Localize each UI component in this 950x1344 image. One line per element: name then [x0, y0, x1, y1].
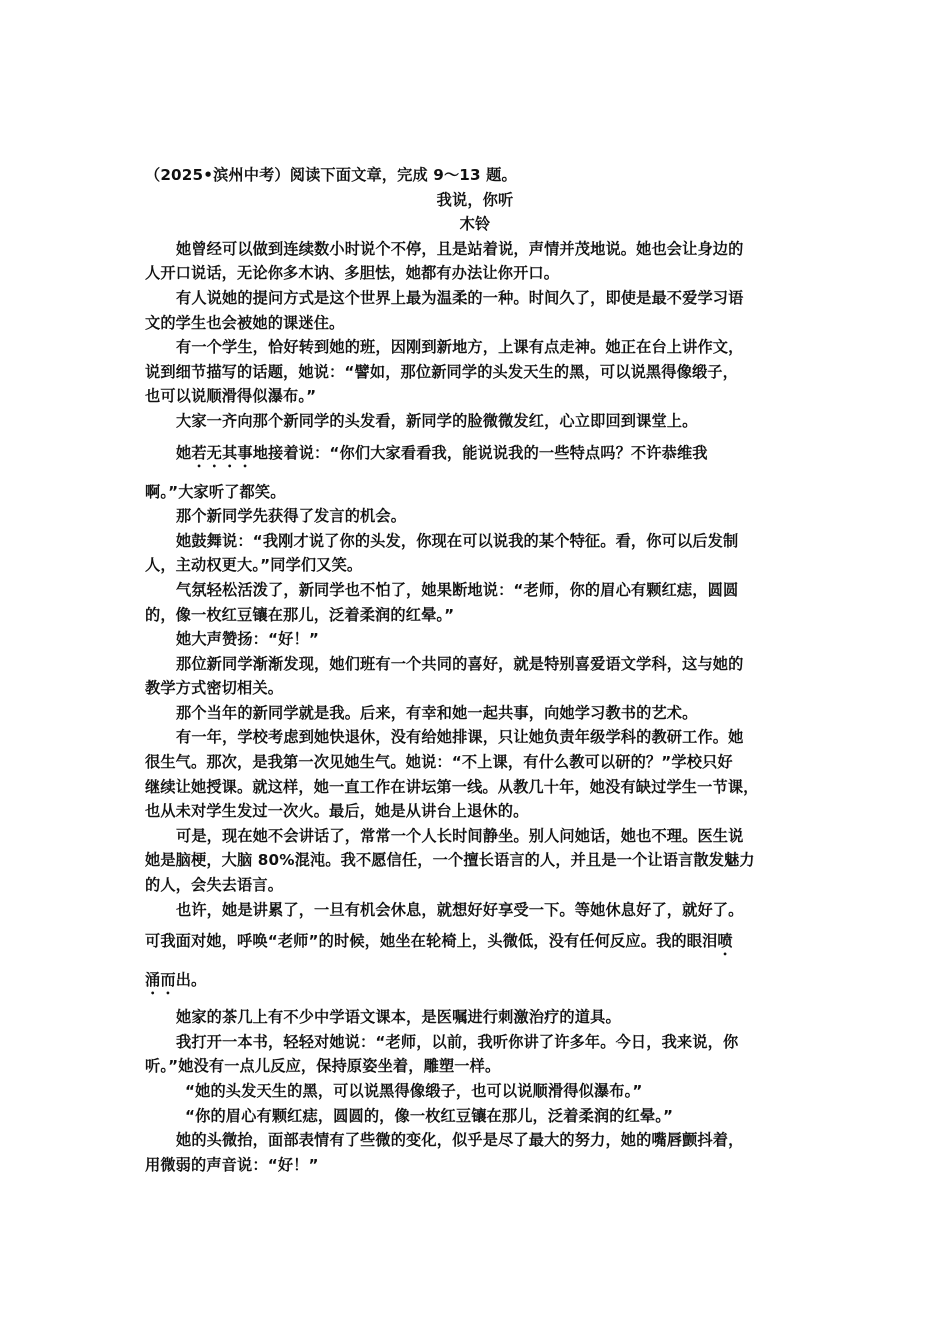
paragraph-line: 有人说她的提问方式是这个世界上最为温柔的一种。时间久了，即使是最不爱学习语: [176, 288, 744, 307]
paragraph-line: 很生气。那次，是我第一次见她生气。她说：“不上课，有什么教可以研的？”学校只好: [145, 753, 733, 772]
paragraph-line: 可是，现在她不会讲话了，常常一个人长时间静坐。别人问她话，她也不理。医生说: [176, 826, 744, 845]
text-run: 她: [176, 443, 192, 462]
paragraph-line: 文的学生也会被她的课迷住。: [145, 313, 345, 332]
paragraph-line: “你的眉心有颗红痣，圆圆的，像一枚红豆镶在那儿，泛着柔润的红晕。”: [185, 1106, 674, 1125]
paragraph-line: 有一年，学校考虑到她快退休，没有给她排课，只让她负责年级学科的教研工作。她: [176, 728, 744, 747]
paragraph-line: 说到细节描写的话题，她说：“譬如，那位新同学的头发天生的黑，可以说黑得像缎子，: [145, 362, 738, 381]
paragraph-line: [145, 968, 805, 998]
emphasized-phrase: 涌而: [145, 971, 176, 990]
paragraph-line: 用微弱的声音说：“好！”: [145, 1155, 319, 1174]
paragraph-line: 有一个学生，恰好转到她的班，因刚到新地方，上课有点走神。她正在台上讲作文，: [176, 338, 744, 357]
paragraph-line: 听。”她没有一点儿反应，保持原姿坐着，雕塑一样。: [145, 1057, 501, 1076]
emphasized-phrase: 喷: [717, 932, 733, 951]
paragraph-line: 教学方式密切相关。: [145, 679, 284, 698]
paragraph-line: 大家一齐向那个新同学的头发看，新同学的脸微微发红，心立即回到课堂上。: [176, 411, 698, 430]
paragraph-line: 人开口说话，无论你多木讷、多胆怯，她都有办法让你开口。: [145, 264, 560, 283]
paragraph-line: 气氛轻松活泼了，新同学也不怕了，她果断地说：“老师，你的眉心有颗红痣，圆圆: [176, 580, 739, 599]
question-header: （2025•滨州中考）阅读下面文章，完成 9～13 题。: [145, 166, 517, 184]
paragraph-line: 她鼓舞说：“我刚才说了你的头发，你现在可以说我的某个特征。看，你可以后发制: [176, 531, 739, 550]
article-title: 我说，你听: [436, 190, 514, 209]
paragraph-line: 继续让她授课。就这样，她一直工作在讲坛第一线。从教几十年，她没有缺过学生一节课，: [145, 777, 759, 796]
paragraph-line: 那个当年的新同学就是我。后来，有幸和她一起共事，向她学习教书的艺术。: [176, 703, 698, 722]
document-page: [145, 163, 805, 1177]
paragraph-line: 的，像一枚红豆镶在那儿，泛着柔润的红晕。”: [145, 605, 455, 624]
paragraph-line: 那个新同学先获得了发言的机会。: [176, 507, 407, 526]
paragraph-line: 啊。”大家听了都笑。: [145, 482, 286, 501]
paragraph-line: 人，主动权更大。”同学们又笑。: [145, 556, 363, 575]
paragraph-line: 也从未对学生发过一次火。最后，她是从讲台上退休的。: [145, 802, 529, 821]
paragraph-line: [145, 441, 805, 471]
paragraph-line: 也可以说顺滑得似瀑布。”: [145, 387, 317, 406]
article-author: 木铃: [459, 215, 491, 234]
paragraph-line: [145, 929, 805, 959]
paragraph-line: 的人，会失去语言。: [145, 876, 284, 895]
text-run: 可我面对她，呼唤“老师”的时候，她坐在轮椅上，头微低，没有任何反应。我的眼泪: [145, 932, 718, 951]
paragraph-line: “她的头发天生的黑，可以说黑得像缎子，也可以说顺滑得似瀑布。”: [185, 1082, 643, 1100]
paragraph-line: 她是脑梗，大脑 80%混沌。我不愿信任，一个擅长语言的人，并且是一个让语言散发魅力: [145, 851, 755, 870]
paragraph-line: 那位新同学渐渐发现，她们班有一个共同的喜好，就是特别喜爱语文学科，这与她的: [176, 654, 744, 673]
paragraph-line: 我打开一本书，轻轻对她说：“老师，以前，我听你讲了许多年。今日，我来说，你: [176, 1032, 739, 1051]
paragraph-line: 她家的茶几上有不少中学语文课本，是医嘱进行刺激治疗的道具。: [176, 1008, 621, 1027]
paragraph-line: 她大声赞扬：“好！”: [176, 630, 319, 649]
paragraph-line: 她的头微抬，面部表情有了些微的变化，似乎是尽了最大的努力，她的嘴唇颤抖着，: [176, 1131, 744, 1150]
paragraph-line: 她曾经可以做到连续数小时说个不停，且是站着说，声情并茂地说。她也会让身边的: [176, 239, 744, 258]
text-run: 地接着说：“你们大家看看我，能说说我的一些特点吗？不许恭维我: [252, 443, 708, 462]
paragraph-line: 也许，她是讲累了，一旦有机会休息，就想好好享受一下。等她休息好了，就好了。: [176, 900, 744, 919]
emphasized-phrase: 若无其事: [191, 443, 253, 462]
text-run: 出。: [175, 971, 207, 990]
